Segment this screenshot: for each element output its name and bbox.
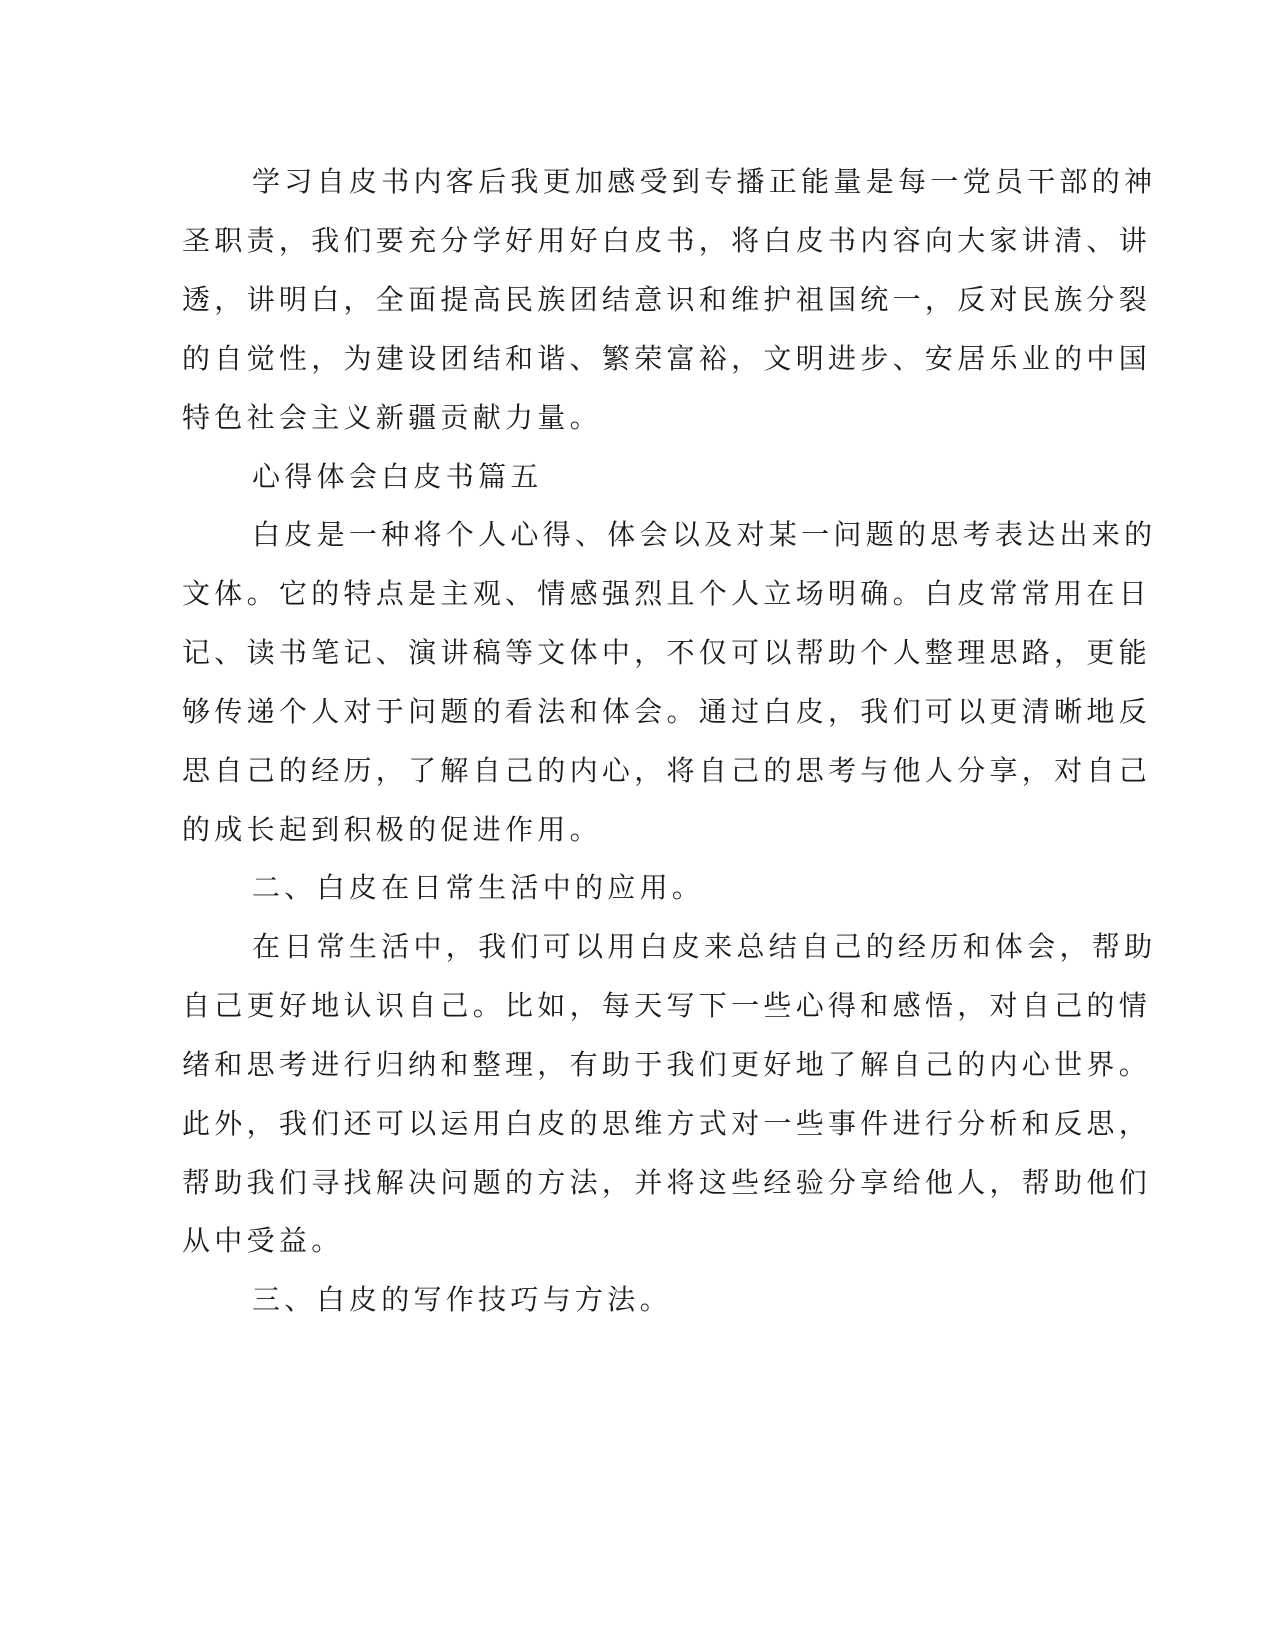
paragraph-3-line-5: 帮助我们寻找解决问题的方法，并将这些经验分享给他人，帮助他们 bbox=[182, 1166, 1152, 1199]
section-heading-three: 三、白皮的写作技巧与方法。 bbox=[252, 1283, 672, 1316]
paragraph-2-line-1: 白皮是一种将个人心得、体会以及对某一问题的思考表达出来的 bbox=[252, 518, 1157, 551]
paragraph-2-line-2: 文体。它的特点是主观、情感强烈且个人立场明确。白皮常常用在日 bbox=[182, 577, 1152, 610]
paragraph-1-line-3: 透，讲明白，全面提高民族团结意识和维护祖国统一，反对民族分裂 bbox=[182, 283, 1152, 316]
paragraph-2-line-3: 记、读书笔记、演讲稿等文体中，不仅可以帮助个人整理思路，更能 bbox=[182, 636, 1152, 669]
paragraph-1-line-2: 圣职责，我们要充分学好用好白皮书，将白皮书内容向大家讲清、讲 bbox=[182, 224, 1152, 257]
paragraph-3-line-3: 绪和思考进行归纳和整理，有助于我们更好地了解自己的内心世界。 bbox=[182, 1048, 1152, 1081]
section-heading-two: 二、白皮在日常生活中的应用。 bbox=[252, 871, 705, 904]
paragraph-3-line-6: 从中受益。 bbox=[182, 1224, 344, 1257]
paragraph-2-line-6: 的成长起到积极的促进作用。 bbox=[182, 813, 602, 846]
paragraph-3-line-2: 自己更好地认识自己。比如，每天写下一些心得和感悟，对自己的情 bbox=[182, 989, 1152, 1022]
paragraph-2-line-5: 思自己的经历，了解自己的内心，将自己的思考与他人分享，对自己 bbox=[182, 754, 1152, 787]
paragraph-3-line-4: 此外，我们还可以运用白皮的思维方式对一些事件进行分析和反思， bbox=[182, 1107, 1152, 1140]
paragraph-1-line-4: 的自觉性，为建设团结和谐、繁荣富裕，文明进步、安居乐业的中国 bbox=[182, 342, 1152, 375]
paragraph-3-line-1: 在日常生活中，我们可以用白皮来总结自己的经历和体会，帮助 bbox=[252, 930, 1157, 963]
paragraph-1-line-1: 学习自皮书内客后我更加感受到专播正能量是每一党员干部的神 bbox=[252, 165, 1157, 198]
paragraph-2-line-4: 够传递个人对于问题的看法和体会。通过白皮，我们可以更清晰地反 bbox=[182, 695, 1152, 728]
paragraph-1-line-5: 特色社会主义新疆贡献力量。 bbox=[182, 401, 602, 434]
section-heading-part-five: 心得体会白皮书篇五 bbox=[252, 460, 543, 493]
